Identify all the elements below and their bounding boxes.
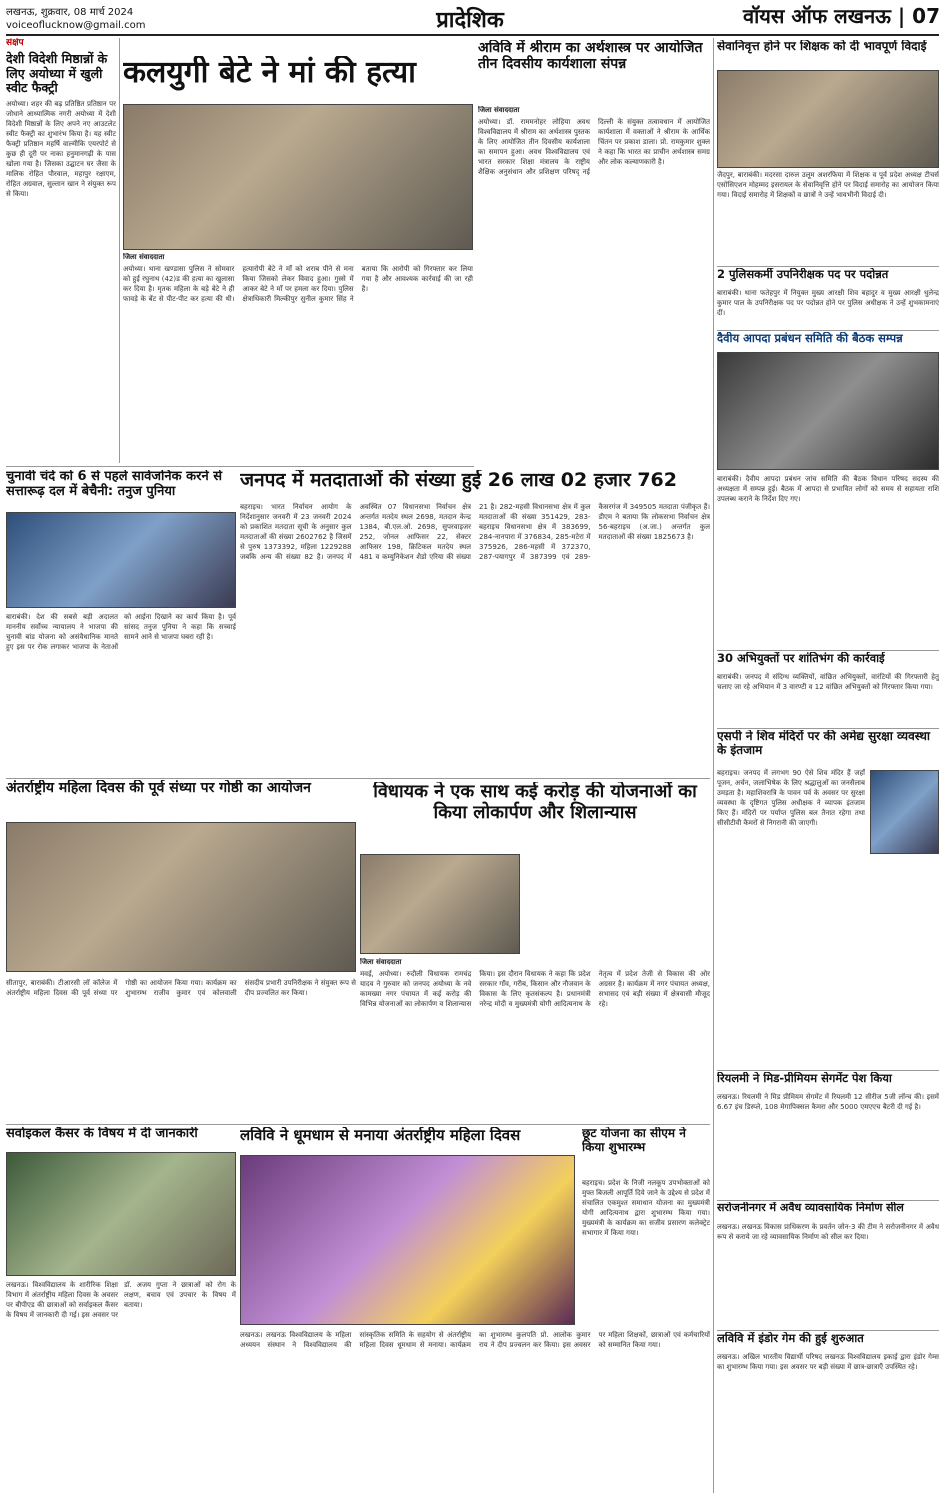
rule bbox=[6, 1124, 710, 1125]
website: voiceoflucknow@gmail.com bbox=[6, 20, 146, 31]
dateline: लखनऊ, शुक्रवार, 08 मार्च 2024 bbox=[6, 7, 134, 18]
promotion-headline: 2 पुलिसकर्मी उपनिरीक्षक पद पर पदोन्नत bbox=[717, 268, 889, 281]
cancer-photo bbox=[6, 1152, 236, 1276]
awadh-headline: अविवि में श्रीराम का अर्थशास्त्र पर आयोजित तीन दिवसीय कार्यशाला संपन्न bbox=[478, 40, 703, 73]
rule bbox=[6, 778, 710, 779]
teacher-body: जैदपुर, बाराबंकी। मदरसा दारुल उलूम अशरफिया में शिक्षक व पूर्व प्रदेश अध्यक्ष टीचर्स एसोसिएशन मोहम्मद इसरायल के सेवानिवृत्ति होने पर विदाई समारोह का आयोजन किया गया। विदाई समारोह में शिक्षकों व छात्रों ने उन्हें भावभीनी विदाई दी। bbox=[717, 171, 939, 199]
masthead-divider: | bbox=[897, 4, 913, 28]
luvv-body: लखनऊ। लखनऊ विश्वविद्यालय के महिला अध्ययन संस्थान ने विश्वविद्यालय की सांस्कृतिक समिति के सहयोग से अंतर्राष्ट्रीय महिला दिवस धूमधाम से मनाया। कार्यक्रम का शुभारम्भ कुलपति प्रो. आलोक कुमार राय ने दीप प्रज्वलन कर किया। इस अवसर पर महिला शिक्षकों, छात्राओं एवं कर्मचारियों को सम्मानित किया गया। bbox=[240, 1331, 710, 1349]
column-rule bbox=[119, 38, 120, 463]
gosthi-headline-wrap bbox=[6, 780, 356, 816]
teacher-headline: सेवानिवृत्त होने पर शिक्षक को दी भावपूर्ण विदाई bbox=[717, 40, 927, 53]
sealing-headline-wrap bbox=[717, 1202, 939, 1220]
rule bbox=[6, 466, 474, 467]
indoor-headline-wrap bbox=[717, 1332, 939, 1350]
awadh-body: अयोध्या। डॉ. राममनोहर लोहिया अवध विश्वविद्यालय में श्रीराम का अर्थशास्त्र पुस्तक के लिए आयोजित तीन दिवसीय कार्यशाला का समापन हुआ। अवध विश्वविद्यालय एवं भारत सरकार शिक्षा मंत्रालय के राष्ट्रीय शैक्षिक अनुसंधान और प्रशिक्षण परिषद् नई दिल्ली के संयुक्त तत्वावधान में आयोजित कार्यशाला में वक्ताओं ने श्रीराम के आर्थिक चिंतन पर प्रकाश डाला। प्रो. रामकुमार शुक्ल ने कहा कि भारत का प्राचीन अर्थशास्त्र समग्र और लोक कल्याणकारी है। bbox=[478, 118, 710, 176]
lead-story bbox=[123, 253, 473, 463]
cancer-headline: सर्वाइकल कैंसर के विषय में दी जानकारी bbox=[6, 1127, 198, 1141]
chanda-body: बाराबंकी। देश की सबसे बड़ी अदालत माननीय सर्वोच्च न्यायालय ने भाजपा की चुनावी बांड योजना को असंवैधानिक मानते हुए इस पर रोक लगाकर भाजपा के नेताओं को आईना दिखाने का कार्य किया है। पूर्व सांसद तनुज पुनिया ने कहा कि सच्चाई सामने आने से भाजपा घबरा रही है। bbox=[6, 613, 236, 651]
lead-byline: जिला संवाददाता bbox=[123, 253, 165, 261]
disaster-photo bbox=[717, 352, 939, 470]
lead-photo bbox=[123, 104, 473, 250]
lead-headline-wrap bbox=[123, 56, 473, 100]
realme-headline-wrap bbox=[717, 1072, 939, 1090]
luvv-headline-wrap bbox=[240, 1127, 580, 1155]
sealing-body: लखनऊ। लखनऊ विकास प्राधिकरण के प्रवर्तन जोन-3 की टीम ने सरोजनीनगर में अवैध रूप से कराये जा रहे व्यावसायिक निर्माण को सील कर दिया। bbox=[717, 1223, 939, 1241]
realme-body: लखनऊ। रियलमी ने मिड प्रीमियम सेगमेंट में रियलमी 12 सीरीज 5जी लॉन्च की। इसमें 6.67 इंच डिस्प्ले, 108 मेगापिक्सल कैमरा और 5000 एमएएच बैटरी दी गई है। bbox=[717, 1093, 939, 1111]
temple-body: बहराइच। जनपद में लगभग 90 ऐसे शिव मंदिर हैं जहाँ पूजन, अर्चन, जलाभिषेक के लिए श्रद्धालुओं का जनसैलाब उमड़ता है। महाशिवरात्रि के पावन पर्व के अवसर पर सुरक्षा व्यवस्था के दृष्टिगत पुलिस अधीक्षक ने व्यापक इंतजाम किए हैं। मंदिरों पर पर्याप्त पुलिस बल तैनात रहेगा तथा सीसीटीवी कैमरों से निगरानी की जाएगी। bbox=[717, 769, 865, 827]
paper-name: वॉयस ऑफ लखनऊ bbox=[742, 4, 891, 28]
sp-photo bbox=[870, 770, 939, 854]
masthead bbox=[720, 2, 940, 32]
header-rule bbox=[6, 34, 939, 36]
cancer-body: लखनऊ। विश्वविद्यालय के शारीरिक शिक्षा विभाग में अंतर्राष्ट्रीय महिला दिवस के अवसर पर बीपीएड की छात्राओं को सर्वाइकल कैंसर के विषय में जानकारी दी गई। इस अवसर पर डॉ. अजय गुप्ता ने छात्राओं को रोग के लक्षण, बचाव एवं उपचार के विषय में बताया। bbox=[6, 1281, 236, 1319]
mla-story bbox=[360, 958, 710, 1112]
rule bbox=[717, 1200, 939, 1201]
disaster-headline: दैवीय आपदा प्रबंधन समिति की बैठक सम्पन्न bbox=[717, 332, 903, 345]
mla-photo bbox=[360, 854, 520, 954]
chanda-headline: चुनावी चंदे को 6 से पहले सार्वजनिक करने से सत्तारूढ़ दल में बेचैनी: तनुज पुनिया bbox=[6, 470, 222, 499]
voters-body: बहराइच। भारत निर्वाचन आयोग के निर्देशानुसार जनवरी में 23 जनवरी 2024 को प्रकाशित मतदाता सूची के अनुसार कुल मतदाताओं की संख्या 2602762 है जिसमें से पुरुष 1373392, महिला 1229288 जबकि अन्य की संख्या 82 है। जनपद में अवस्थित 07 विधानसभा निर्वाचन क्षेत्र अन्तर्गत मतदेय स्थल 2698, मतदान केन्द्र 1384, बी.एल.ओ. 2698, सुपरवाइजर 252, जोनल आफिसर 22, सेक्टर आफिसर 198, क्रिटिकल मतदेय स्थल 481 व कम्युनिकेशन शैडो एरिया की संख्या 21 है। 282-महसी विधानसभा क्षेत्र में कुल मतदाताओं की संख्या 351429, 283-बहराइच विधानसभा क्षेत्र में 383699, 284-नानपारा में 376834, 285-मटेरा में 375926, 286-महसी में 372370, 287-पयागपुर में 387399 एवं 289-कैसरगंज में 349505 मतदाता पंजीकृत हैं। डीएम ने बताया कि लोकसभा निर्वाचन क्षेत्र 56-बहराइच (अ.जा.) अन्तर्गत कुल मतदाताओं की संख्या 1825673 है। bbox=[240, 503, 710, 561]
chanda-headline-wrap bbox=[6, 470, 236, 510]
scheme-headline: छूट योजना का सीएम ने किया शुभारम्भ bbox=[582, 1127, 686, 1154]
accused-headline-wrap bbox=[717, 652, 939, 670]
gosthi-headline: अंतर्राष्ट्रीय महिला दिवस की पूर्व संध्या पर गोष्ठी का आयोजन bbox=[6, 780, 311, 796]
rule bbox=[717, 266, 939, 267]
mla-body: मवई, अयोध्या। रुदौली विधायक रामचंद्र यादव ने गुरुवार को जनपद अयोध्या के नवे कामख्या नगर पंचायत में कई करोड़ की विभिन्न योजनाओं का लोकार्पण व शिलान्यास किया। इस दौरान विधायक ने कहा कि प्रदेश सरकार गाँव, गरीब, किसान और नौजवान के विकास के लिए कृतसंकल्प है। प्रधानमंत्री नरेन्द्र मोदी व मुख्यमंत्री योगी आदित्यनाथ के नेतृत्व में प्रदेश तेजी से विकास की ओर अग्रसर है। कार्यक्रम में नगर पंचायत अध्यक्ष, सभासद एवं बड़ी संख्या में क्षेत्रवासी मौजूद रहे। bbox=[360, 970, 710, 1008]
indoor-body: लखनऊ। अखिल भारतीय विद्यार्थी परिषद लखनऊ विश्वविद्यालय इकाई द्वारा इंडोर गेम्स का शुभारम्भ किया गया। इस अवसर पर बड़ी संख्या में छात्र-छात्राएँ उपस्थित रहे। bbox=[717, 1353, 939, 1371]
mla-byline: जिला संवाददाता bbox=[360, 958, 402, 966]
temple-headline-wrap bbox=[717, 730, 939, 764]
scheme-body: बहराइच। प्रदेश के निजी नलकूप उपभोक्ताओं को मुफ्त बिजली आपूर्ति दिये जाने के उद्देश्य से प्रदेश में संचालित एकमुश्त समाधान योजना का मुख्यमंत्री योगी आदित्यनाथ द्वारा शुभारम्भ किया गया। मुख्यमंत्री के कार्यक्रम का सजीव प्रसारण कलेक्ट्रेट सभागार में किया गया। bbox=[582, 1179, 710, 1237]
rule bbox=[717, 1070, 939, 1071]
gosthi-body: सीतापुर, बाराबंकी। टीआरसी लॉ कॉलेज में अंतर्राष्ट्रीय महिला दिवस की पूर्व संध्या पर गोष्ठी का आयोजन किया गया। कार्यक्रम का शुभारम्भ राजीव कुमार एवं कोलवाली संसदीय प्रभारी उपनिरीक्षक ने संयुक्त रूप से दीप प्रज्वलित कर किया। bbox=[6, 979, 356, 997]
promotion-body: बाराबंकी। थाना फतेहपुर में नियुक्त मुख्य आरक्षी शिव बहादुर व मुख्य आरक्षी धुलेन्द्र कुमार पाल के उपनिरीक्षक पद पर पदोन्नत होने पर पुलिस अधीक्षक ने उन्हें शुभकामनाएं दीं। bbox=[717, 289, 939, 317]
awadh-headline-wrap bbox=[478, 40, 710, 104]
accused-headline: 30 अभियुक्तों पर शांतिभंग की कार्रवाई bbox=[717, 652, 885, 665]
scheme-headline-wrap bbox=[582, 1127, 710, 1175]
awadh-story bbox=[478, 106, 710, 462]
chanda-photo bbox=[6, 512, 236, 608]
luvv-headline: लविवि ने धूमधाम से मनाया अंतर्राष्ट्रीय महिला दिवस bbox=[240, 1127, 521, 1144]
header-dateline-block bbox=[6, 6, 145, 32]
rule bbox=[717, 650, 939, 651]
section-name: प्रादेशिक bbox=[436, 8, 504, 32]
teacher-headline-wrap bbox=[717, 40, 939, 70]
accused-body: बाराबंकी। जनपद में संदिग्ध व्यक्तियों, वांछित अभियुक्तों, वारंटियों की गिरफ्तारी हेतु चलाए जा रहे अभियान में 3 वारण्टी व 12 वांछित अभियुक्तों को गिरफ्तार किया गया। bbox=[717, 673, 939, 691]
realme-headline: रियलमी ने मिड-प्रीमियम सेगमेंट पेश किया bbox=[717, 1072, 892, 1085]
disaster-headline-wrap bbox=[717, 332, 939, 350]
promotion-headline-wrap bbox=[717, 268, 939, 286]
kicker: संक्षेप bbox=[6, 38, 24, 48]
body-sweet-factory: अयोध्या। शहर की बढ़ प्रतिष्ठित प्रतिष्ठान पर जोधाने आध्यात्मिक नगरी अयोध्या में देशी विदेशी मिष्ठान्नों के लिए अपने नए आउटलेट स्वीट फैक्ट्री का शुभारंभ किया है। यह स्वीट फैक्ट्री प्रतिष्ठान महर्षि वाल्मीकि एयरपोर्ट से कुछ ही दूरी पर नाका हनुमानगढ़ी के पास खोला गया है। जिसका उद्घाटन घर जैसा के मालिक रोहित पौरवाल, महापुर रक्षाएम, रोहित अग्रवाल, सुल्तान खान ने संयुक्त रूप से किया। bbox=[6, 100, 116, 199]
page-number: 07 bbox=[912, 4, 940, 28]
lead-body: अयोध्या। थाना खण्डासा पुलिस ने सोमवार को हुई रघुनाथ (42)ड की हत्या का खुलासा कर दिया है। मृतक महिला के बड़े बेटे ने ही फावड़े के बेंट से पीट-पीट कर हत्या की थी। हत्यारोपी बेटे ने माँ को शराब पीने से मना किया जिसको लेकर विवाद हुआ। गुस्से में आकर बेटे ने माँ पर हमला कर दिया। पुलिस क्षेत्राधिकारी मिल्कीपुर सुनील कुमार सिंह ने बताया कि आरोपी को गिरफ्तार कर लिया गया है और आवश्यक कार्रवाई की जा रही है। bbox=[123, 265, 473, 303]
sealing-headline: सरोजनीनगर में अवैध व्यावसायिक निर्माण सील bbox=[717, 1202, 904, 1214]
cancer-headline-wrap bbox=[6, 1127, 236, 1151]
rule bbox=[717, 1330, 939, 1331]
temple-headline: एसपी ने शिव मंदिरों पर की अमेद्य सुरक्षा व्यवस्था के इंतजाम bbox=[717, 730, 930, 757]
voters-headline: जनपद में मतदाताओं की संख्या हुई 26 लाख 02 हजार 762 bbox=[240, 470, 678, 491]
mla-headline-wrap bbox=[360, 782, 710, 848]
headline-sweet-factory: देशी विदेशी मिष्ठान्नों के लिए अयोध्या में खुली स्वीट फैक्ट्री bbox=[6, 51, 108, 96]
awadh-byline: जिला संवाददाता bbox=[478, 106, 520, 114]
rule bbox=[717, 330, 939, 331]
mla-headline: विधायक ने एक साथ कई करोड़ की योजनाओं का किया लोकार्पण और शिलान्यास bbox=[373, 782, 697, 823]
disaster-body: बाराबंकी। दैवीय आपदा प्रबंधन जांच समिति की बैठक विधान परिषद सदस्य की अध्यक्षता में सम्पन्न हुई। बैठक में आपदा से प्रभावित लोगों को समय से सहायता राशि उपलब्ध कराने के निर्देश दिए गए। bbox=[717, 475, 939, 503]
luvv-photo bbox=[240, 1155, 575, 1325]
gosthi-photo bbox=[6, 822, 356, 972]
rule bbox=[717, 728, 939, 729]
right-column-rule bbox=[713, 38, 714, 1493]
lead-headline: कलयुगी बेटे ने मां की हत्या bbox=[123, 56, 416, 90]
teacher-photo bbox=[717, 70, 939, 168]
indoor-headline: लविवि में इंडोर गेम की हुई शुरुआत bbox=[717, 1332, 864, 1345]
